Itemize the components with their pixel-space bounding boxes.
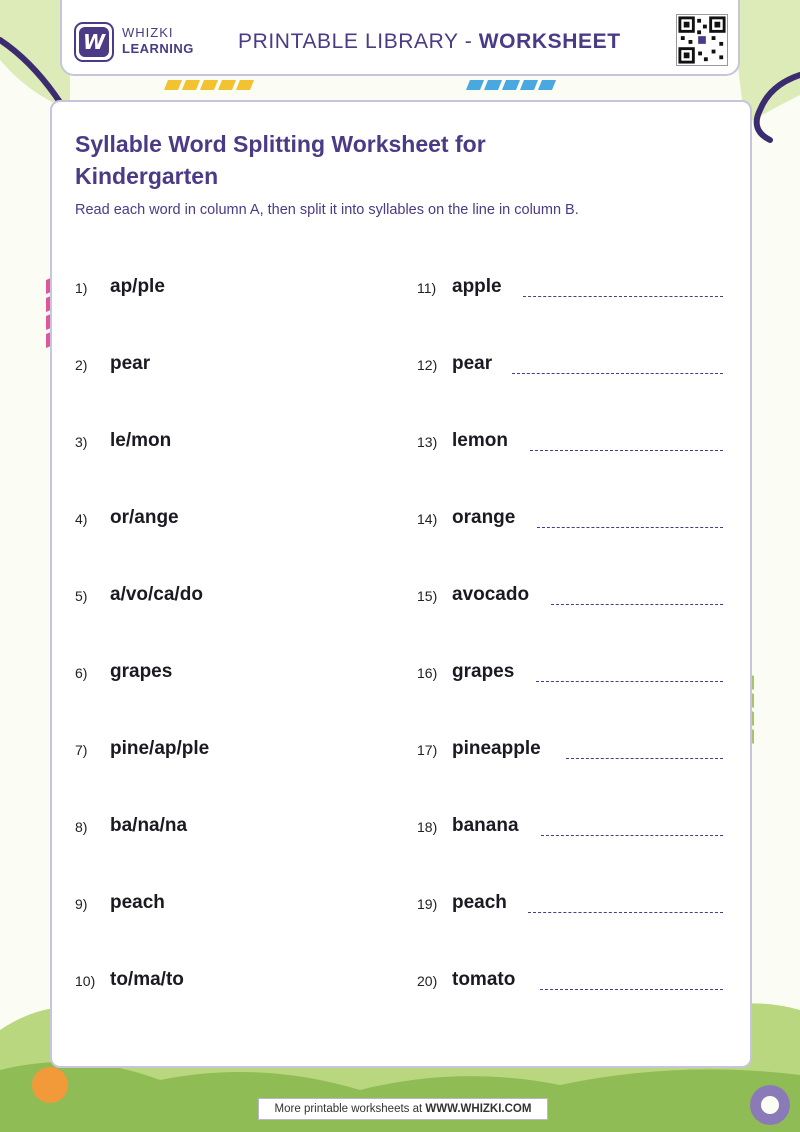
top-right-stripes — [466, 80, 556, 90]
item-number: 3) — [75, 434, 88, 450]
split-word: peach — [110, 892, 165, 913]
item-number: 1) — [75, 280, 88, 296]
answer-line[interactable] — [540, 989, 723, 990]
list-item — [417, 812, 727, 842]
list-item — [417, 427, 727, 457]
list-item — [75, 350, 375, 380]
footer-banner — [258, 1098, 548, 1120]
answer-line[interactable] — [530, 450, 723, 451]
whole-word: banana — [452, 815, 519, 836]
item-number: 14) — [417, 511, 438, 527]
header-title — [238, 30, 621, 54]
answer-line[interactable] — [551, 604, 723, 605]
worksheet-instructions: Read each word in column A, then split it into syllables on the line in column B. — [75, 202, 579, 218]
item-number: 20) — [417, 973, 438, 989]
list-item — [417, 273, 727, 303]
split-word: grapes — [110, 661, 173, 682]
item-number: 10) — [75, 973, 96, 989]
whole-word: avocado — [452, 584, 530, 605]
split-word: ba/na/na — [110, 815, 188, 836]
answer-line[interactable] — [512, 373, 723, 374]
list-item — [417, 658, 727, 688]
footer-text: More printable worksheets at — [274, 1103, 426, 1115]
split-word: le/mon — [110, 430, 172, 451]
split-word: pine/ap/ple — [110, 738, 210, 759]
list-item — [417, 889, 727, 919]
header-title-prefix: PRINTABLE LIBRARY - — [238, 30, 479, 53]
whizki-logo-icon[interactable] — [74, 22, 114, 62]
split-word: to/ma/to — [110, 969, 184, 990]
whole-word: grapes — [452, 661, 515, 682]
list-item — [75, 889, 375, 919]
list-item — [417, 966, 727, 996]
list-item — [75, 581, 375, 611]
whole-word: orange — [452, 507, 516, 528]
list-item — [417, 504, 727, 534]
list-item — [417, 735, 727, 765]
item-number: 5) — [75, 588, 88, 604]
answer-line[interactable] — [541, 835, 723, 836]
list-item — [75, 812, 375, 842]
item-number: 2) — [75, 357, 88, 373]
item-number: 7) — [75, 742, 88, 758]
list-item — [417, 581, 727, 611]
split-word: ap/ple — [110, 276, 165, 297]
item-number: 19) — [417, 896, 438, 912]
list-item — [75, 504, 375, 534]
item-number: 13) — [417, 434, 438, 450]
list-item — [75, 658, 375, 688]
qr-code-icon[interactable] — [676, 14, 728, 66]
worksheet-title: Syllable Word Splitting Worksheet for Kindergarten — [75, 131, 486, 189]
whole-word: pear — [452, 353, 493, 374]
logo-letter: W — [79, 27, 109, 57]
split-word: pear — [110, 353, 151, 374]
answer-line[interactable] — [523, 296, 723, 297]
split-word: a/vo/ca/do — [110, 584, 203, 605]
item-number: 18) — [417, 819, 438, 835]
list-item — [75, 735, 375, 765]
answer-line[interactable] — [566, 758, 723, 759]
item-number: 17) — [417, 742, 438, 758]
top-left-stripes — [164, 80, 254, 90]
answer-line[interactable] — [537, 527, 723, 528]
whole-word: tomato — [452, 969, 516, 990]
item-number: 15) — [417, 588, 438, 604]
item-number: 12) — [417, 357, 438, 373]
list-item — [75, 273, 375, 303]
list-item — [75, 966, 375, 996]
item-number: 11) — [417, 280, 437, 296]
header-title-strong: WORKSHEET — [478, 30, 621, 53]
whole-word: pineapple — [452, 738, 541, 759]
list-item — [417, 350, 727, 380]
list-item — [75, 427, 375, 457]
brand-subtitle: LEARNING — [122, 41, 194, 56]
item-number: 4) — [75, 511, 88, 527]
whole-word: lemon — [452, 430, 508, 451]
footer-link[interactable]: WWW.WHIZKI.COM — [425, 1103, 532, 1115]
whole-word: apple — [452, 276, 502, 297]
split-word: or/ange — [110, 507, 179, 528]
whole-word: peach — [452, 892, 507, 913]
item-number: 6) — [75, 665, 88, 681]
item-number: 8) — [75, 819, 88, 835]
item-number: 9) — [75, 896, 88, 912]
brand-name: WHIZKI — [122, 25, 174, 40]
answer-line[interactable] — [528, 912, 723, 913]
answer-line[interactable] — [536, 681, 723, 682]
item-number: 16) — [417, 665, 438, 681]
